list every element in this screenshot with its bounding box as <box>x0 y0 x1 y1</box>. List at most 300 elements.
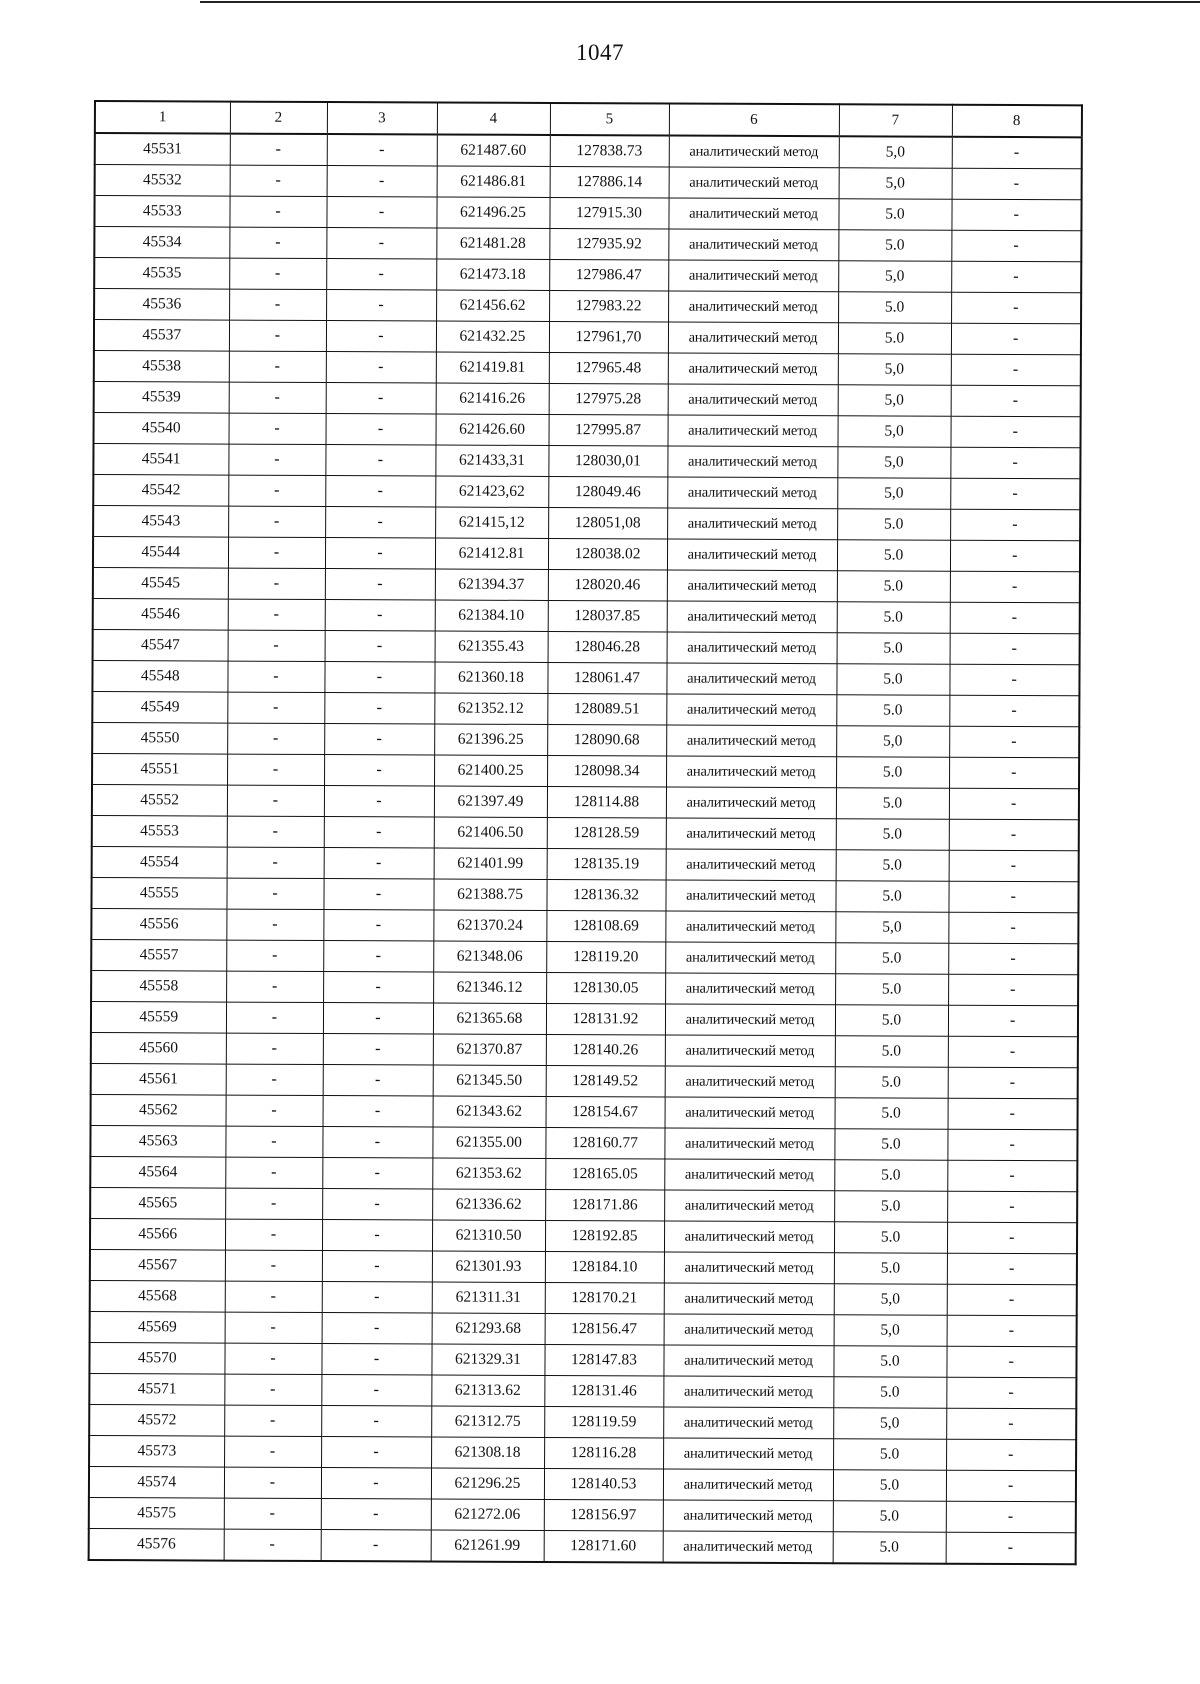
y-coordinate-cell: 128020.46 <box>548 569 667 601</box>
table-row <box>90 1156 1077 1191</box>
col-8-value-cell: - <box>948 1067 1078 1099</box>
method-cell: аналитический метод <box>667 508 837 540</box>
point-number-cell: 45562 <box>91 1094 226 1126</box>
x-coordinate-cell: 621272.06 <box>431 1499 544 1530</box>
y-coordinate-cell: 128090.68 <box>547 724 666 756</box>
x-coordinate-cell: 621261.99 <box>431 1530 544 1562</box>
coordinates-sheet <box>88 100 1083 1565</box>
x-coordinate-cell: 621486.81 <box>437 166 550 197</box>
y-coordinate-cell: 128131.92 <box>546 1003 665 1035</box>
col-8-value-cell: - <box>947 1191 1077 1223</box>
point-number-cell: 45572 <box>89 1404 224 1436</box>
col-3-value-cell: - <box>324 755 434 786</box>
x-coordinate-cell: 621343.62 <box>433 1096 546 1127</box>
col-3-value-cell: - <box>324 724 434 755</box>
table-row <box>93 537 1080 572</box>
x-coordinate-cell: 621311.31 <box>432 1282 545 1313</box>
point-number-cell: 45543 <box>93 506 228 538</box>
y-coordinate-cell: 128135.19 <box>547 848 666 880</box>
col-2-value-cell: - <box>228 537 325 568</box>
x-coordinate-cell: 621406.50 <box>434 817 547 848</box>
table-row <box>91 1063 1078 1098</box>
point-number-cell: 45534 <box>94 227 229 259</box>
method-cell: аналитический метод <box>664 1314 834 1346</box>
col-2-value-cell: - <box>229 196 326 227</box>
point-number-cell: 45566 <box>90 1218 225 1250</box>
x-coordinate-cell: 621370.87 <box>433 1034 546 1065</box>
point-number-cell: 45546 <box>93 598 228 630</box>
col-8-value-cell: - <box>951 385 1081 417</box>
y-coordinate-cell: 128108.69 <box>546 910 665 942</box>
accuracy-value-cell: 5,0 <box>838 261 951 292</box>
accuracy-value-cell: 5,0 <box>836 726 949 757</box>
col-8-value-cell: - <box>948 943 1078 975</box>
accuracy-value-cell: 5.0 <box>837 571 950 602</box>
accuracy-value-cell: 5,0 <box>837 447 950 478</box>
col-3-value-cell: - <box>321 1375 431 1406</box>
x-coordinate-cell: 621348.06 <box>433 941 546 972</box>
table-row <box>94 413 1081 448</box>
x-coordinate-cell: 621416.26 <box>436 383 549 414</box>
x-coordinate-cell: 621415,12 <box>435 507 548 538</box>
point-number-cell: 45568 <box>90 1280 225 1312</box>
accuracy-value-cell: 5.0 <box>835 1036 948 1067</box>
col-3-value-cell: - <box>323 972 433 1003</box>
accuracy-value-cell: 5.0 <box>838 292 951 323</box>
table-row <box>90 1125 1077 1160</box>
col-3-value-cell: - <box>326 383 436 414</box>
y-coordinate-cell: 128119.59 <box>544 1406 663 1438</box>
table-row <box>92 784 1079 819</box>
accuracy-value-cell: 5.0 <box>833 1501 946 1532</box>
table-row <box>92 753 1079 788</box>
accuracy-value-cell: 5,0 <box>838 354 951 385</box>
point-number-cell: 45535 <box>94 258 229 290</box>
method-cell: аналитический метод <box>667 570 837 602</box>
method-cell: аналитический метод <box>664 1159 834 1191</box>
col-8-value-cell: - <box>949 850 1079 882</box>
x-coordinate-cell: 621473.18 <box>436 259 549 290</box>
col-2-value-cell: - <box>227 847 324 878</box>
point-number-cell: 45532 <box>95 165 230 197</box>
col-3-value-cell: - <box>327 166 437 197</box>
accuracy-value-cell: 5,0 <box>839 168 952 199</box>
table-row <box>93 506 1080 541</box>
col-2-value-cell: - <box>226 1095 323 1126</box>
col-8-value-cell: - <box>947 1129 1077 1161</box>
x-coordinate-cell: 621312.75 <box>431 1406 544 1437</box>
col-2-value-cell: - <box>224 1529 321 1561</box>
col-8-value-cell: - <box>946 1501 1076 1533</box>
accuracy-value-cell: 5.0 <box>837 509 950 540</box>
y-coordinate-cell: 128038.02 <box>548 538 667 570</box>
table-row <box>91 1032 1078 1067</box>
col-2-value-cell: - <box>227 723 324 754</box>
col-3-value-cell: - <box>322 1189 432 1220</box>
scan-top-edge-line <box>200 1 1200 3</box>
col-2-value-cell: - <box>225 1312 322 1343</box>
y-coordinate-cell: 128098.34 <box>547 755 666 787</box>
accuracy-value-cell: 5.0 <box>834 1191 947 1222</box>
point-number-cell: 45531 <box>95 133 230 165</box>
col-8-value-cell: - <box>947 1222 1077 1254</box>
col-8-value-cell: - <box>949 788 1079 820</box>
accuracy-value-cell: 5.0 <box>835 1005 948 1036</box>
y-coordinate-cell: 128184.10 <box>545 1251 664 1283</box>
col-3-value-cell: - <box>325 507 435 538</box>
col-2-value-cell: - <box>227 661 324 692</box>
y-coordinate-cell: 128130.05 <box>546 972 665 1004</box>
col-8-value-cell: - <box>949 757 1079 789</box>
col-8-value-cell: - <box>949 664 1079 696</box>
y-coordinate-cell: 128136.32 <box>546 879 665 911</box>
method-cell: аналитический метод <box>666 818 836 850</box>
accuracy-value-cell: 5.0 <box>836 819 949 850</box>
method-cell: аналитический метод <box>667 415 837 447</box>
y-coordinate-cell: 127986.47 <box>549 259 668 291</box>
method-cell: аналитический метод <box>665 1066 835 1098</box>
accuracy-value-cell: 5.0 <box>833 1470 946 1501</box>
accuracy-value-cell: 5,0 <box>839 136 952 168</box>
col-8-value-cell: - <box>946 1532 1076 1564</box>
col-3-value-cell: - <box>322 1158 432 1189</box>
y-coordinate-cell: 128140.53 <box>544 1468 663 1500</box>
point-number-cell: 45545 <box>93 567 228 599</box>
y-coordinate-cell: 128192.85 <box>545 1220 664 1252</box>
point-number-cell: 45540 <box>94 413 229 445</box>
x-coordinate-cell: 621419.81 <box>436 352 549 383</box>
accuracy-value-cell: 5.0 <box>835 974 948 1005</box>
col-3-value-cell: - <box>327 134 437 166</box>
method-cell: аналитический метод <box>668 260 838 292</box>
col-3-value-cell: - <box>325 538 435 569</box>
x-coordinate-cell: 621346.12 <box>433 972 546 1003</box>
col-3-value-cell: - <box>325 445 435 476</box>
col-8-value-cell: - <box>950 478 1080 510</box>
col-3-value-cell: - <box>322 1127 432 1158</box>
col-8-value-cell: - <box>950 447 1080 479</box>
point-number-cell: 45567 <box>90 1249 225 1281</box>
table-row <box>91 1094 1078 1129</box>
table-row <box>89 1528 1076 1564</box>
col-2-value-cell: - <box>226 971 323 1002</box>
table-row <box>94 258 1081 293</box>
point-number-cell: 45553 <box>92 815 227 847</box>
y-coordinate-cell: 127838.73 <box>550 135 669 167</box>
table-row <box>89 1466 1076 1501</box>
col-2-value-cell: - <box>224 1343 321 1374</box>
y-coordinate-cell: 128160.77 <box>545 1127 664 1159</box>
method-cell: аналитический метод <box>665 942 835 974</box>
point-number-cell: 45556 <box>91 908 226 940</box>
col-3-value-cell: - <box>321 1437 431 1468</box>
col-2-value-cell: - <box>224 1374 321 1405</box>
y-coordinate-cell: 128049.46 <box>548 476 667 508</box>
x-coordinate-cell: 621355.00 <box>432 1127 545 1158</box>
col-8-value-cell: - <box>951 354 1081 386</box>
col-2-value-cell: - <box>228 599 325 630</box>
table-row <box>94 196 1081 231</box>
col-3-value-cell: - <box>321 1468 431 1499</box>
col-8-value-cell: - <box>949 726 1079 758</box>
y-coordinate-cell: 128037.85 <box>548 600 667 632</box>
method-cell: аналитический метод <box>664 1221 834 1253</box>
x-coordinate-cell: 621336.62 <box>432 1189 545 1220</box>
col-3-value-cell: - <box>321 1344 431 1375</box>
point-number-cell: 45574 <box>89 1466 224 1498</box>
col-3-value-cell: - <box>324 693 434 724</box>
x-coordinate-cell: 621308.18 <box>431 1437 544 1468</box>
table-row <box>90 1218 1077 1253</box>
table-row <box>89 1342 1076 1377</box>
table-row <box>94 289 1081 324</box>
col-8-value-cell: - <box>948 912 1078 944</box>
accuracy-value-cell: 5.0 <box>836 850 949 881</box>
table-row <box>91 970 1078 1005</box>
col-2-value-cell: - <box>229 289 326 320</box>
point-number-cell: 45544 <box>93 537 228 569</box>
method-cell: аналитический метод <box>667 632 837 664</box>
method-cell: аналитический метод <box>665 1035 835 1067</box>
table-row <box>92 722 1079 757</box>
method-cell: аналитический метод <box>668 384 838 416</box>
method-cell: аналитический метод <box>668 353 838 385</box>
column-header-4: 4 <box>437 102 550 134</box>
accuracy-value-cell: 5.0 <box>833 1377 946 1408</box>
col-8-value-cell: - <box>946 1377 1076 1409</box>
table-row <box>89 1404 1076 1439</box>
point-number-cell: 45552 <box>92 784 227 816</box>
point-number-cell: 45569 <box>90 1311 225 1343</box>
y-coordinate-cell: 127965.48 <box>549 352 668 384</box>
method-cell: аналитический метод <box>664 1128 834 1160</box>
accuracy-value-cell: 5.0 <box>836 664 949 695</box>
x-coordinate-cell: 621355.43 <box>435 631 548 662</box>
method-cell: аналитический метод <box>668 229 838 261</box>
col-2-value-cell: - <box>227 754 324 785</box>
col-3-value-cell: - <box>322 1313 432 1344</box>
table-row <box>93 475 1080 510</box>
point-number-cell: 45558 <box>91 970 226 1002</box>
col-3-value-cell: - <box>322 1251 432 1282</box>
col-2-value-cell: - <box>229 320 326 351</box>
col-2-value-cell: - <box>228 413 325 444</box>
accuracy-value-cell: 5.0 <box>836 788 949 819</box>
col-8-value-cell: - <box>950 571 1080 603</box>
method-cell: аналитический метод <box>666 663 836 695</box>
x-coordinate-cell: 621388.75 <box>433 879 546 910</box>
method-cell: аналитический метод <box>663 1500 833 1532</box>
col-8-value-cell: - <box>949 819 1079 851</box>
col-3-value-cell: - <box>321 1406 431 1437</box>
col-3-value-cell: - <box>323 1003 433 1034</box>
col-2-value-cell: - <box>230 165 327 196</box>
col-8-value-cell: - <box>951 323 1081 355</box>
col-8-value-cell: - <box>951 230 1081 262</box>
point-number-cell: 45537 <box>94 320 229 352</box>
col-8-value-cell: - <box>950 633 1080 665</box>
table-row <box>89 1373 1076 1408</box>
x-coordinate-cell: 621400.25 <box>434 755 547 786</box>
x-coordinate-cell: 621365.68 <box>433 1003 546 1034</box>
point-number-cell: 45548 <box>92 660 227 692</box>
method-cell: аналитический метод <box>664 1190 834 1222</box>
accuracy-value-cell: 5,0 <box>834 1284 947 1315</box>
col-2-value-cell: - <box>228 630 325 661</box>
x-coordinate-cell: 621412.81 <box>435 538 548 569</box>
y-coordinate-cell: 128061.47 <box>547 662 666 694</box>
table-row <box>91 908 1078 943</box>
point-number-cell: 45533 <box>94 196 229 228</box>
table-row <box>91 939 1078 974</box>
col-3-value-cell: - <box>323 941 433 972</box>
x-coordinate-cell: 621360.18 <box>434 662 547 693</box>
col-3-value-cell: - <box>321 1530 431 1562</box>
y-coordinate-cell: 128119.20 <box>546 941 665 973</box>
x-coordinate-cell: 621310.50 <box>432 1220 545 1251</box>
table-row <box>92 846 1079 881</box>
y-coordinate-cell: 128128.59 <box>547 817 666 849</box>
y-coordinate-cell: 128051,08 <box>548 507 667 539</box>
method-cell: аналитический метод <box>669 136 839 168</box>
y-coordinate-cell: 128149.52 <box>546 1065 665 1097</box>
col-3-value-cell: - <box>321 1499 431 1530</box>
table-row <box>89 1497 1076 1532</box>
method-cell: аналитический метод <box>665 880 835 912</box>
col-8-value-cell: - <box>946 1408 1076 1440</box>
col-2-value-cell: - <box>224 1405 321 1436</box>
y-coordinate-cell: 127935.92 <box>549 228 668 260</box>
x-coordinate-cell: 621394.37 <box>435 569 548 600</box>
accuracy-value-cell: 5,0 <box>837 416 950 447</box>
col-3-value-cell: - <box>323 1065 433 1096</box>
col-3-value-cell: - <box>323 1034 433 1065</box>
col-8-value-cell: - <box>948 1036 1078 1068</box>
col-2-value-cell: - <box>225 1250 322 1281</box>
table-row <box>93 567 1080 602</box>
col-8-value-cell: - <box>948 1098 1078 1130</box>
method-cell: аналитический метод <box>665 973 835 1005</box>
table-row <box>92 660 1079 695</box>
method-cell: аналитический метод <box>667 446 837 478</box>
x-coordinate-cell: 621481.28 <box>436 228 549 259</box>
x-coordinate-cell: 621487.60 <box>437 134 550 166</box>
col-2-value-cell: - <box>224 1436 321 1467</box>
col-3-value-cell: - <box>325 476 435 507</box>
accuracy-value-cell: 5.0 <box>835 881 948 912</box>
point-number-cell: 45555 <box>91 877 226 909</box>
method-cell: аналитический метод <box>663 1407 833 1439</box>
col-8-value-cell: - <box>950 540 1080 572</box>
method-cell: аналитический метод <box>663 1376 833 1408</box>
method-cell: аналитический метод <box>667 477 837 509</box>
method-cell: аналитический метод <box>663 1438 833 1470</box>
point-number-cell: 45570 <box>89 1342 224 1374</box>
point-number-cell: 45560 <box>91 1032 226 1064</box>
col-8-value-cell: - <box>947 1284 1077 1316</box>
y-coordinate-cell: 128156.47 <box>545 1313 664 1345</box>
col-3-value-cell: - <box>322 1282 432 1313</box>
table-row <box>93 629 1080 664</box>
table-row <box>90 1187 1077 1222</box>
accuracy-value-cell: 5.0 <box>834 1222 947 1253</box>
table-row <box>94 382 1081 417</box>
col-2-value-cell: - <box>226 909 323 940</box>
y-coordinate-cell: 128171.60 <box>544 1530 663 1562</box>
col-8-value-cell: - <box>946 1439 1076 1471</box>
col-3-value-cell: - <box>323 879 433 910</box>
point-number-cell: 45565 <box>90 1187 225 1219</box>
col-8-value-cell: - <box>947 1160 1077 1192</box>
col-3-value-cell: - <box>324 848 434 879</box>
y-coordinate-cell: 127975.28 <box>549 383 668 415</box>
x-coordinate-cell: 621496.25 <box>436 197 549 228</box>
method-cell: аналитический метод <box>665 1004 835 1036</box>
col-2-value-cell: - <box>225 1126 322 1157</box>
col-2-value-cell: - <box>226 940 323 971</box>
accuracy-value-cell: 5.0 <box>834 1129 947 1160</box>
x-coordinate-cell: 621423,62 <box>435 476 548 507</box>
y-coordinate-cell: 128170.21 <box>545 1282 664 1314</box>
column-header-6: 6 <box>669 104 839 137</box>
y-coordinate-cell: 128030,01 <box>548 445 667 477</box>
x-coordinate-cell: 621397.49 <box>434 786 547 817</box>
table-row <box>95 133 1082 169</box>
accuracy-value-cell: 5.0 <box>837 602 950 633</box>
x-coordinate-cell: 621353.62 <box>432 1158 545 1189</box>
point-number-cell: 45536 <box>94 289 229 321</box>
y-coordinate-cell: 128116.28 <box>544 1437 663 1469</box>
col-8-value-cell: - <box>950 416 1080 448</box>
col-3-value-cell: - <box>326 228 436 259</box>
method-cell: аналитический метод <box>666 725 836 757</box>
x-coordinate-cell: 621432.25 <box>436 321 549 352</box>
accuracy-value-cell: 5,0 <box>835 912 948 943</box>
accuracy-value-cell: 5.0 <box>837 633 950 664</box>
accuracy-value-cell: 5,0 <box>837 478 950 509</box>
column-header-3: 3 <box>327 102 437 134</box>
point-number-cell: 45573 <box>89 1435 224 1467</box>
method-cell: аналитический метод <box>663 1345 833 1377</box>
point-number-cell: 45575 <box>89 1497 224 1529</box>
col-8-value-cell: - <box>952 168 1082 200</box>
col-2-value-cell: - <box>229 382 326 413</box>
accuracy-value-cell: 5.0 <box>838 230 951 261</box>
y-coordinate-cell: 128154.67 <box>546 1096 665 1128</box>
accuracy-value-cell: 5.0 <box>837 540 950 571</box>
col-3-value-cell: - <box>322 1220 432 1251</box>
method-cell: аналитический метод <box>669 167 839 199</box>
col-2-value-cell: - <box>227 785 324 816</box>
method-cell: аналитический метод <box>668 291 838 323</box>
accuracy-value-cell: 5.0 <box>838 199 951 230</box>
method-cell: аналитический метод <box>668 322 838 354</box>
point-number-cell: 45547 <box>93 629 228 661</box>
accuracy-value-cell: 5.0 <box>836 757 949 788</box>
accuracy-value-cell: 5.0 <box>838 323 951 354</box>
col-8-value-cell: - <box>948 1005 1078 1037</box>
col-8-value-cell: - <box>948 881 1078 913</box>
column-header-7: 7 <box>839 104 952 136</box>
col-8-value-cell: - <box>950 602 1080 634</box>
y-coordinate-cell: 127995.87 <box>548 414 667 446</box>
col-2-value-cell: - <box>224 1467 321 1498</box>
y-coordinate-cell: 127886.14 <box>550 166 669 198</box>
method-cell: аналитический метод <box>666 756 836 788</box>
table-row <box>94 320 1081 355</box>
col-2-value-cell: - <box>224 1498 321 1529</box>
x-coordinate-cell: 621352.12 <box>434 693 547 724</box>
